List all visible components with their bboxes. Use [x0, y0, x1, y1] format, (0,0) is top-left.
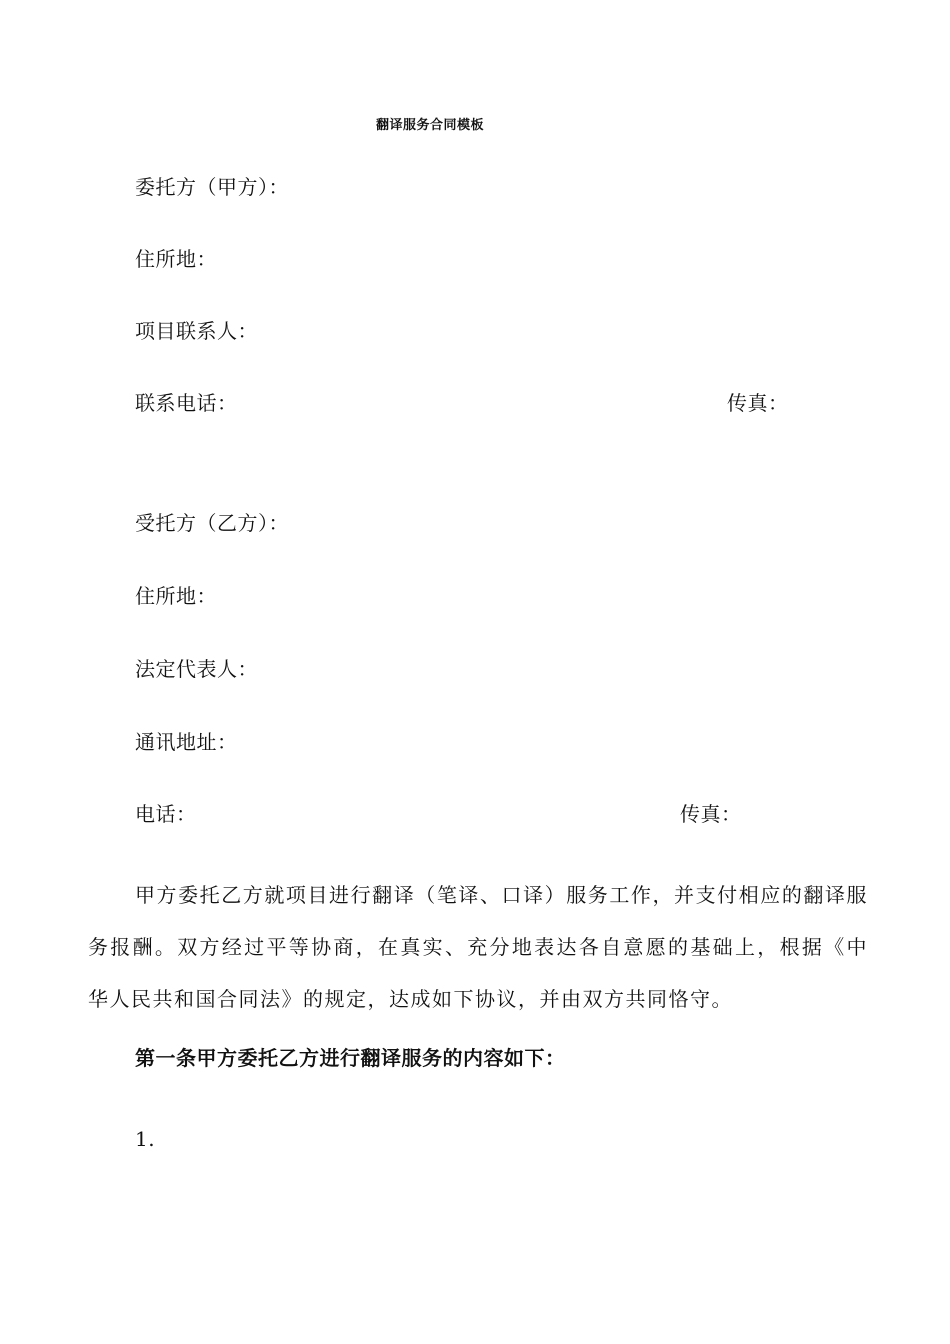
- article-1-heading: 第一条甲方委托乙方进行翻译服务的内容如下：: [135, 1046, 566, 1070]
- party-b-representative-label: 法定代表人：: [135, 657, 258, 681]
- party-b-address-label: 住所地：: [135, 584, 217, 608]
- party-b-phone-label: 电话：: [135, 802, 197, 826]
- list-item-1: 1.: [135, 1127, 156, 1151]
- intro-paragraph: 甲方委托乙方就项目进行翻译（笔译、口译）服务工作，并支付相应的翻译服务报酬。双方经过平等协商，在真实、充分地表达各自意愿的基础上，根据《中 华人民共和国合同法》的规定，达成如下协议，并由双方共同恪守。: [88, 883, 868, 1011]
- party-a-label: 委托方（甲方）：: [135, 175, 289, 199]
- party-b-label: 受托方（乙方）：: [135, 511, 289, 535]
- party-a-contact-label: 项目联系人：: [135, 319, 258, 343]
- party-a-phone-label: 联系电话：: [135, 391, 238, 415]
- document-title: 翻译服务合同模板: [375, 118, 484, 133]
- party-b-mailing-address-label: 通讯地址：: [135, 730, 238, 754]
- party-a-fax-label: 传真：: [727, 391, 789, 415]
- party-b-fax-label: 传真：: [680, 802, 742, 826]
- party-a-address-label: 住所地：: [135, 247, 217, 271]
